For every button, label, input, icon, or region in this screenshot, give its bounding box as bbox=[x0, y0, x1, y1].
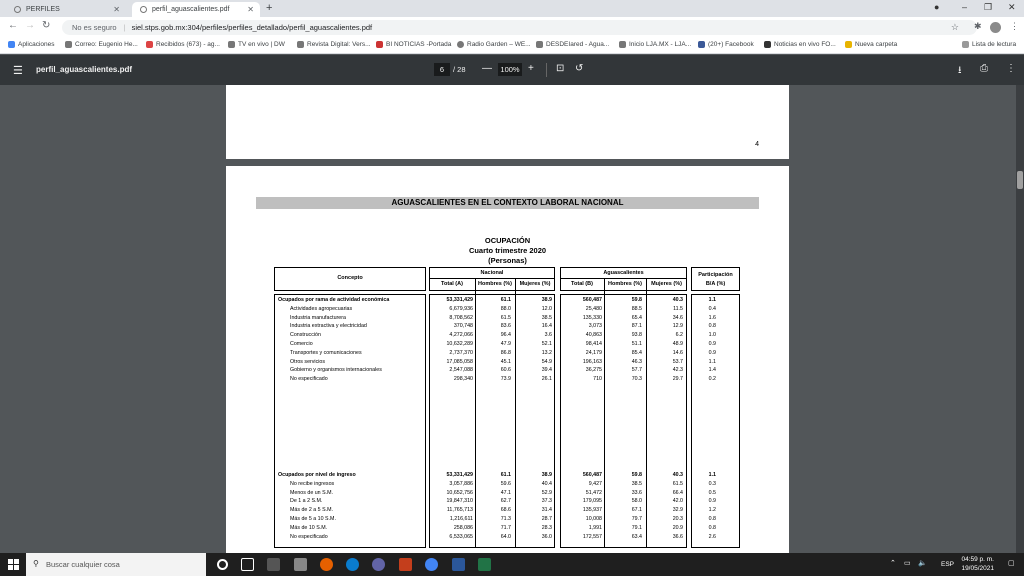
cell-c: Comercio bbox=[290, 341, 313, 347]
cell-h: 73.9 bbox=[500, 376, 511, 383]
cell-p: 1.1 bbox=[708, 297, 716, 303]
rule bbox=[560, 278, 687, 279]
table-row bbox=[226, 534, 789, 543]
cell-a: 11,765,713 bbox=[446, 507, 473, 514]
restore-icon[interactable]: ❐ bbox=[984, 2, 993, 12]
table-row bbox=[226, 332, 789, 341]
cell-m: 54.9 bbox=[541, 358, 552, 365]
bookmark-item[interactable]: TV en vivo | DW bbox=[228, 41, 285, 48]
cell-m: 40.4 bbox=[541, 480, 552, 487]
hombres-header: Hombres (%) bbox=[478, 281, 512, 287]
cell-h: 71.3 bbox=[500, 516, 511, 522]
window-close-icon[interactable]: ✕ bbox=[1008, 2, 1016, 12]
language-indicator[interactable]: ESP bbox=[941, 561, 955, 568]
cell-h2: 51.1 bbox=[631, 341, 642, 347]
total-b-header: Total (B) bbox=[571, 281, 593, 287]
address-bar[interactable] bbox=[62, 20, 977, 35]
bookmark-item[interactable]: BI NOTICIAS -Portada bbox=[376, 41, 451, 48]
firefox-icon[interactable] bbox=[320, 558, 333, 571]
tray-chevron-icon[interactable]: ⌃ bbox=[890, 560, 896, 567]
bookmark-item[interactable]: Radio Garden – WE... bbox=[457, 41, 531, 48]
record-icon[interactable]: ● bbox=[934, 2, 940, 12]
network-icon[interactable]: ▭ bbox=[904, 560, 911, 567]
bookmark-item[interactable]: Aplicaciones bbox=[8, 41, 55, 48]
cell-h: 62.7 bbox=[500, 498, 511, 505]
cell-a: 19,847,310 bbox=[446, 498, 473, 505]
mail-icon[interactable] bbox=[294, 558, 307, 571]
cell-m: 16.4 bbox=[541, 323, 552, 330]
pdf-viewer[interactable] bbox=[0, 85, 1024, 553]
cell-h2: 46.3 bbox=[631, 358, 642, 365]
cell-h: 45.1 bbox=[500, 358, 511, 365]
reading-list-icon bbox=[962, 41, 969, 48]
bookmark-item[interactable]: Inicio LJA.MX - LJA... bbox=[619, 41, 691, 48]
cell-b: 1,991 bbox=[588, 524, 602, 531]
globe-icon bbox=[14, 6, 21, 13]
print-icon[interactable]: ⎙ bbox=[980, 63, 988, 74]
zoom-in-icon[interactable]: + bbox=[528, 63, 534, 74]
cell-h: 88.0 bbox=[500, 305, 511, 312]
edge-icon[interactable] bbox=[346, 558, 359, 571]
minimize-icon[interactable]: – bbox=[962, 2, 968, 12]
cell-h2: 93.8 bbox=[631, 332, 642, 339]
cell-m2: 34.6 bbox=[672, 314, 683, 321]
cell-h2: 38.5 bbox=[631, 480, 642, 487]
bookmarks-bar bbox=[0, 38, 1024, 54]
table-row bbox=[226, 341, 789, 350]
table-row bbox=[226, 323, 789, 332]
mujeres-header: Mujeres (%) bbox=[519, 281, 551, 287]
cell-p: 0.5 bbox=[708, 489, 716, 496]
aguascalientes-header: Aguascalientes bbox=[603, 270, 644, 276]
table-row bbox=[226, 472, 789, 481]
table-row bbox=[226, 498, 789, 507]
store-icon[interactable] bbox=[267, 558, 280, 571]
toolbar-divider bbox=[546, 63, 547, 77]
cell-m2: 48.9 bbox=[672, 341, 683, 347]
table-row bbox=[226, 507, 789, 516]
cell-c: Industria manufacturera bbox=[290, 314, 346, 321]
cell-h: 83.6 bbox=[500, 323, 511, 330]
cell-m2: 11.5 bbox=[673, 305, 683, 312]
page-number-input[interactable]: 6 bbox=[434, 63, 450, 76]
cell-h: 60.6 bbox=[500, 367, 511, 374]
table-row bbox=[226, 306, 789, 315]
cell-b: 135,330 bbox=[582, 314, 602, 321]
cell-m: 13.2 bbox=[541, 349, 552, 356]
mujeres-header: Mujeres (%) bbox=[651, 281, 682, 287]
bookmark-icon bbox=[297, 41, 304, 48]
cell-h: 86.8 bbox=[500, 349, 511, 356]
task-view-icon[interactable] bbox=[241, 558, 254, 571]
forward-icon[interactable]: → bbox=[25, 20, 35, 31]
cell-c: No recibe ingresos bbox=[290, 480, 335, 487]
cell-a: 370,748 bbox=[453, 323, 473, 330]
cell-c: De 1 a 2 S.M. bbox=[290, 498, 323, 505]
cell-m: 37.3 bbox=[541, 498, 552, 505]
cell-c: Transportes y comunicaciones bbox=[290, 349, 362, 356]
bookmark-item[interactable]: Revista Digital: Vers... bbox=[297, 41, 371, 48]
windows-start-icon[interactable] bbox=[8, 559, 19, 570]
cell-b: 172,557 bbox=[582, 533, 602, 540]
cell-c: Gobierno y organismos internacionales bbox=[290, 367, 382, 374]
cell-h: 61.5 bbox=[500, 314, 511, 321]
cell-c: Ocupados por rama de actividad económica bbox=[278, 297, 390, 303]
participacion-header-box bbox=[691, 267, 740, 291]
cell-m: 36.0 bbox=[541, 533, 552, 540]
cell-h2: 85.4 bbox=[631, 349, 642, 356]
cell-a: 2,737,370 bbox=[449, 349, 473, 356]
cell-m2: 53.7 bbox=[672, 358, 683, 365]
cell-b: 36,275 bbox=[585, 367, 602, 374]
cell-p: 0.4 bbox=[708, 305, 716, 312]
cell-a: 8,708,562 bbox=[449, 314, 473, 321]
hombres-header: Hombres (%) bbox=[608, 281, 642, 287]
cell-a: 10,652,756 bbox=[446, 489, 473, 496]
cell-a: 10,632,289 bbox=[446, 341, 473, 347]
pdf-page bbox=[226, 166, 789, 566]
cell-p: 1.4 bbox=[708, 367, 716, 374]
table-row bbox=[226, 376, 789, 385]
bookmark-icon bbox=[619, 41, 626, 48]
folder-icon bbox=[845, 41, 852, 48]
cell-p: 2.6 bbox=[708, 533, 716, 540]
rotate-icon[interactable]: ↺ bbox=[575, 63, 584, 74]
back-icon[interactable]: ← bbox=[8, 20, 18, 31]
cell-p: 0.9 bbox=[708, 498, 716, 505]
cell-p: 1.1 bbox=[708, 358, 716, 365]
cell-m: 28.3 bbox=[541, 524, 552, 531]
cell-p: 0.2 bbox=[708, 376, 716, 383]
table-subtitle: Cuarto trimestre 2020 bbox=[468, 246, 547, 255]
taskbar-clock[interactable]: 04:59 p. m. 19/05/2021 bbox=[961, 556, 994, 572]
table-row bbox=[226, 359, 789, 368]
search-icon: ⚲ bbox=[33, 559, 39, 568]
bookmark-item[interactable]: DESDEIared - Agua... bbox=[536, 41, 609, 48]
table-title: OCUPACIÓN bbox=[484, 236, 531, 245]
cell-m: 38.9 bbox=[541, 472, 552, 478]
close-icon[interactable]: ✕ bbox=[113, 5, 120, 14]
cell-b: 10,008 bbox=[585, 516, 602, 522]
pdf-page-previous bbox=[226, 85, 789, 159]
extensions-icon[interactable]: ✱ bbox=[974, 21, 982, 31]
cell-m2: 36.6 bbox=[672, 533, 683, 540]
zoom-out-icon[interactable]: — bbox=[482, 63, 492, 74]
cell-c: No especificado bbox=[290, 376, 328, 383]
cell-a: 1,216,611 bbox=[449, 516, 473, 522]
table-row bbox=[226, 350, 789, 359]
table-row bbox=[226, 525, 789, 534]
address-separator: | bbox=[123, 23, 126, 32]
cell-c: Actividades agropecuarias bbox=[290, 305, 353, 312]
cell-h2: 87.1 bbox=[631, 323, 642, 330]
star-icon[interactable]: ☆ bbox=[950, 22, 959, 32]
cell-m: 39.4 bbox=[541, 367, 552, 374]
bookmark-item[interactable]: Nueva carpeta bbox=[845, 41, 897, 48]
cell-b: 135,937 bbox=[582, 507, 602, 514]
cell-m: 38.9 bbox=[541, 297, 552, 303]
cell-m: 38.5 bbox=[541, 314, 552, 321]
cell-a: 17,085,058 bbox=[446, 358, 473, 365]
menu-dots-icon[interactable]: ⋮ bbox=[1010, 21, 1019, 31]
cortana-icon[interactable] bbox=[217, 559, 228, 570]
cell-m2: 42.3 bbox=[672, 367, 683, 374]
cell-m: 3.6 bbox=[544, 332, 552, 339]
cell-p: 1.6 bbox=[708, 314, 716, 321]
cell-a: 4,272,066 bbox=[449, 332, 473, 339]
powerpoint-icon[interactable] bbox=[399, 558, 412, 571]
cell-c: Más de 10 S.M. bbox=[290, 524, 328, 531]
section-banner: AGUASCALIENTES EN EL CONTEXTO LABORAL NACIONAL bbox=[256, 197, 759, 209]
cell-b: 51,472 bbox=[585, 489, 602, 496]
cell-b: 9,427 bbox=[588, 480, 602, 487]
facebook-icon bbox=[698, 41, 705, 48]
teams-icon[interactable] bbox=[372, 558, 385, 571]
notifications-icon[interactable]: ▢ bbox=[1008, 560, 1015, 567]
cell-p: 0.8 bbox=[708, 524, 716, 531]
browser-toolbar bbox=[0, 17, 1024, 38]
tab-label: perfil_aguascalientes.pdf bbox=[152, 6, 230, 13]
cell-m2: 42.0 bbox=[672, 498, 683, 505]
cell-c: Más de 2 a 5 S.M. bbox=[290, 507, 333, 514]
cell-b: 560,487 bbox=[582, 297, 602, 303]
cell-h: 68.6 bbox=[500, 507, 511, 514]
cell-h: 61.1 bbox=[500, 297, 511, 303]
taskbar-search[interactable] bbox=[26, 553, 206, 576]
apps-icon bbox=[8, 41, 15, 48]
pdf-filename: perfil_aguascalientes.pdf bbox=[36, 65, 133, 74]
cell-h2: 70.3 bbox=[631, 376, 642, 383]
cell-h2: 79.7 bbox=[631, 516, 642, 522]
gmail-icon bbox=[146, 41, 153, 48]
table-unit: (Personas) bbox=[488, 256, 527, 265]
cell-m2: 40.3 bbox=[672, 472, 683, 478]
table-row bbox=[226, 367, 789, 376]
cell-h: 64.0 bbox=[500, 533, 511, 540]
table-row bbox=[226, 297, 789, 306]
cell-h: 47.1 bbox=[500, 489, 511, 496]
globe-icon bbox=[140, 6, 147, 13]
cell-m2: 20.9 bbox=[672, 524, 683, 531]
cell-m: 26.1 bbox=[541, 376, 552, 383]
more-icon[interactable]: ⋮ bbox=[1006, 63, 1016, 74]
rule bbox=[429, 278, 555, 279]
scrollbar-thumb[interactable] bbox=[1017, 171, 1023, 189]
cell-c: Industria extractiva y electricidad bbox=[290, 323, 367, 330]
cell-c: Construcción bbox=[290, 332, 321, 339]
cell-h2: 58.0 bbox=[631, 498, 642, 505]
cell-h2: 67.1 bbox=[631, 507, 642, 514]
cell-b: 40,863 bbox=[585, 332, 602, 339]
cell-a: 53,331,429 bbox=[446, 297, 473, 303]
not-secure-label[interactable]: No es seguro bbox=[72, 23, 117, 32]
page-total: / 28 bbox=[453, 65, 466, 74]
url-text: siel.stps.gob.mx:304/perfiles/perfiles_detallado/perfil_aguascalientes.pdf bbox=[131, 23, 373, 32]
cell-b: 196,163 bbox=[582, 358, 602, 365]
cell-a: 6,679,936 bbox=[449, 305, 473, 312]
cell-p: 0.9 bbox=[708, 341, 716, 347]
bookmark-icon bbox=[65, 41, 72, 48]
table-row bbox=[226, 481, 789, 490]
fit-page-icon[interactable]: ⊡ bbox=[556, 63, 565, 74]
cell-h2: 65.4 bbox=[631, 314, 642, 321]
tab-perfiles[interactable] bbox=[6, 2, 126, 17]
ba-header: B/A (%) bbox=[705, 281, 726, 287]
concepto-header: Concepto bbox=[337, 275, 363, 281]
nacional-header: Nacional bbox=[480, 270, 504, 276]
bookmark-icon bbox=[764, 41, 771, 48]
cell-b: 25,480 bbox=[585, 305, 602, 312]
cell-a: 2,547,088 bbox=[449, 367, 473, 374]
new-tab-button[interactable]: + bbox=[266, 2, 273, 14]
word-icon[interactable] bbox=[452, 558, 465, 571]
cell-c: No especificado bbox=[290, 533, 328, 540]
cell-m: 31.4 bbox=[541, 507, 552, 514]
cell-c: Otros servicios bbox=[290, 358, 326, 365]
cell-h2: 63.4 bbox=[631, 533, 642, 540]
cell-p: 0.9 bbox=[708, 349, 716, 356]
cell-h: 59.6 bbox=[500, 480, 511, 487]
cell-m: 12.0 bbox=[541, 305, 552, 312]
cell-b: 24,179 bbox=[585, 349, 602, 356]
cell-p: 1.1 bbox=[708, 472, 716, 478]
cell-b: 98,414 bbox=[585, 341, 602, 347]
reload-icon[interactable]: ↻ bbox=[42, 20, 51, 31]
bookmark-icon bbox=[376, 41, 383, 48]
cell-h2: 59.8 bbox=[631, 472, 642, 478]
bookmark-item[interactable]: Correo: Eugenio He... bbox=[65, 41, 138, 48]
tab-label: PERFILES bbox=[26, 6, 60, 13]
cell-h: 61.1 bbox=[500, 472, 511, 478]
pdf-toolbar bbox=[0, 55, 1024, 85]
cell-a: 53,331,429 bbox=[446, 472, 473, 478]
cell-h: 96.4 bbox=[500, 332, 511, 339]
total-a-header: Total (A) bbox=[441, 281, 463, 287]
bookmark-icon bbox=[457, 41, 464, 48]
table-row bbox=[226, 490, 789, 499]
cell-c: Menos de un S.M. bbox=[290, 489, 333, 496]
close-icon[interactable]: ✕ bbox=[247, 5, 254, 14]
avatar[interactable] bbox=[990, 22, 1001, 33]
cell-m2: 61.5 bbox=[672, 480, 683, 487]
cell-p: 1.2 bbox=[708, 507, 716, 514]
cell-b: 710 bbox=[593, 376, 602, 383]
cell-h: 47.9 bbox=[500, 341, 511, 347]
excel-icon[interactable] bbox=[478, 558, 491, 571]
cell-h2: 59.8 bbox=[631, 297, 642, 303]
cell-b: 3,073 bbox=[588, 323, 602, 330]
cell-m2: 32.9 bbox=[672, 507, 683, 514]
cell-a: 3,057,886 bbox=[449, 480, 473, 487]
participacion-header: Participación bbox=[698, 272, 733, 278]
cell-m2: 12.9 bbox=[672, 323, 683, 330]
table-row bbox=[226, 516, 789, 525]
cell-m2: 20.3 bbox=[672, 516, 683, 522]
download-icon[interactable]: ⭳ bbox=[958, 65, 962, 76]
cell-c: Ocupados por nivel de ingreso bbox=[278, 472, 356, 478]
tab-pdf[interactable] bbox=[132, 2, 260, 17]
cell-c: Más de 5 a 10 S.M. bbox=[290, 516, 336, 522]
scrollbar[interactable] bbox=[1016, 85, 1024, 553]
zoom-input[interactable]: 100% bbox=[498, 63, 522, 76]
cell-h2: 57.7 bbox=[631, 367, 642, 374]
bookmark-icon bbox=[228, 41, 235, 48]
cell-m: 52.1 bbox=[541, 341, 552, 347]
cell-m2: 6.2 bbox=[675, 332, 683, 339]
bookmark-icon bbox=[536, 41, 543, 48]
cell-p: 0.8 bbox=[708, 323, 716, 330]
cell-p: 0.3 bbox=[708, 480, 716, 487]
cell-m: 28.7 bbox=[541, 516, 552, 522]
cell-a: 6,533,065 bbox=[449, 533, 473, 540]
bookmark-item[interactable]: Recibidos (673) - ag... bbox=[146, 41, 220, 48]
menu-icon[interactable]: ☰ bbox=[13, 65, 23, 77]
cell-p: 0.8 bbox=[708, 516, 716, 522]
taskbar bbox=[0, 553, 1024, 576]
cell-h2: 79.1 bbox=[631, 524, 642, 531]
volume-icon[interactable]: 🔈 bbox=[918, 560, 927, 567]
cell-a: 298,340 bbox=[453, 376, 473, 383]
cell-m2: 40.3 bbox=[672, 297, 683, 303]
cell-b: 179,095 bbox=[582, 498, 602, 505]
tab-strip bbox=[0, 0, 1024, 17]
cell-p: 1.0 bbox=[708, 332, 716, 339]
cell-h2: 88.5 bbox=[631, 305, 642, 312]
bookmark-item[interactable]: (20+) Facebook bbox=[698, 41, 754, 48]
chrome-icon[interactable] bbox=[425, 558, 438, 571]
cell-m2: 14.6 bbox=[672, 349, 683, 356]
cell-m: 52.9 bbox=[541, 489, 552, 496]
search-placeholder: Buscar cualquier cosa bbox=[46, 560, 120, 569]
cell-h2: 33.6 bbox=[631, 489, 642, 496]
cell-h: 71.7 bbox=[500, 524, 511, 531]
cell-b: 560,487 bbox=[582, 472, 602, 478]
cell-m2: 29.7 bbox=[672, 376, 683, 383]
cell-m2: 66.4 bbox=[672, 489, 683, 496]
table-row bbox=[226, 315, 789, 324]
page-number: 4 bbox=[755, 141, 759, 148]
reading-list[interactable]: Lista de lectura bbox=[962, 41, 1016, 48]
cell-a: 258,086 bbox=[453, 524, 473, 531]
bookmark-item[interactable]: Noticias en vivo FO... bbox=[764, 41, 836, 48]
